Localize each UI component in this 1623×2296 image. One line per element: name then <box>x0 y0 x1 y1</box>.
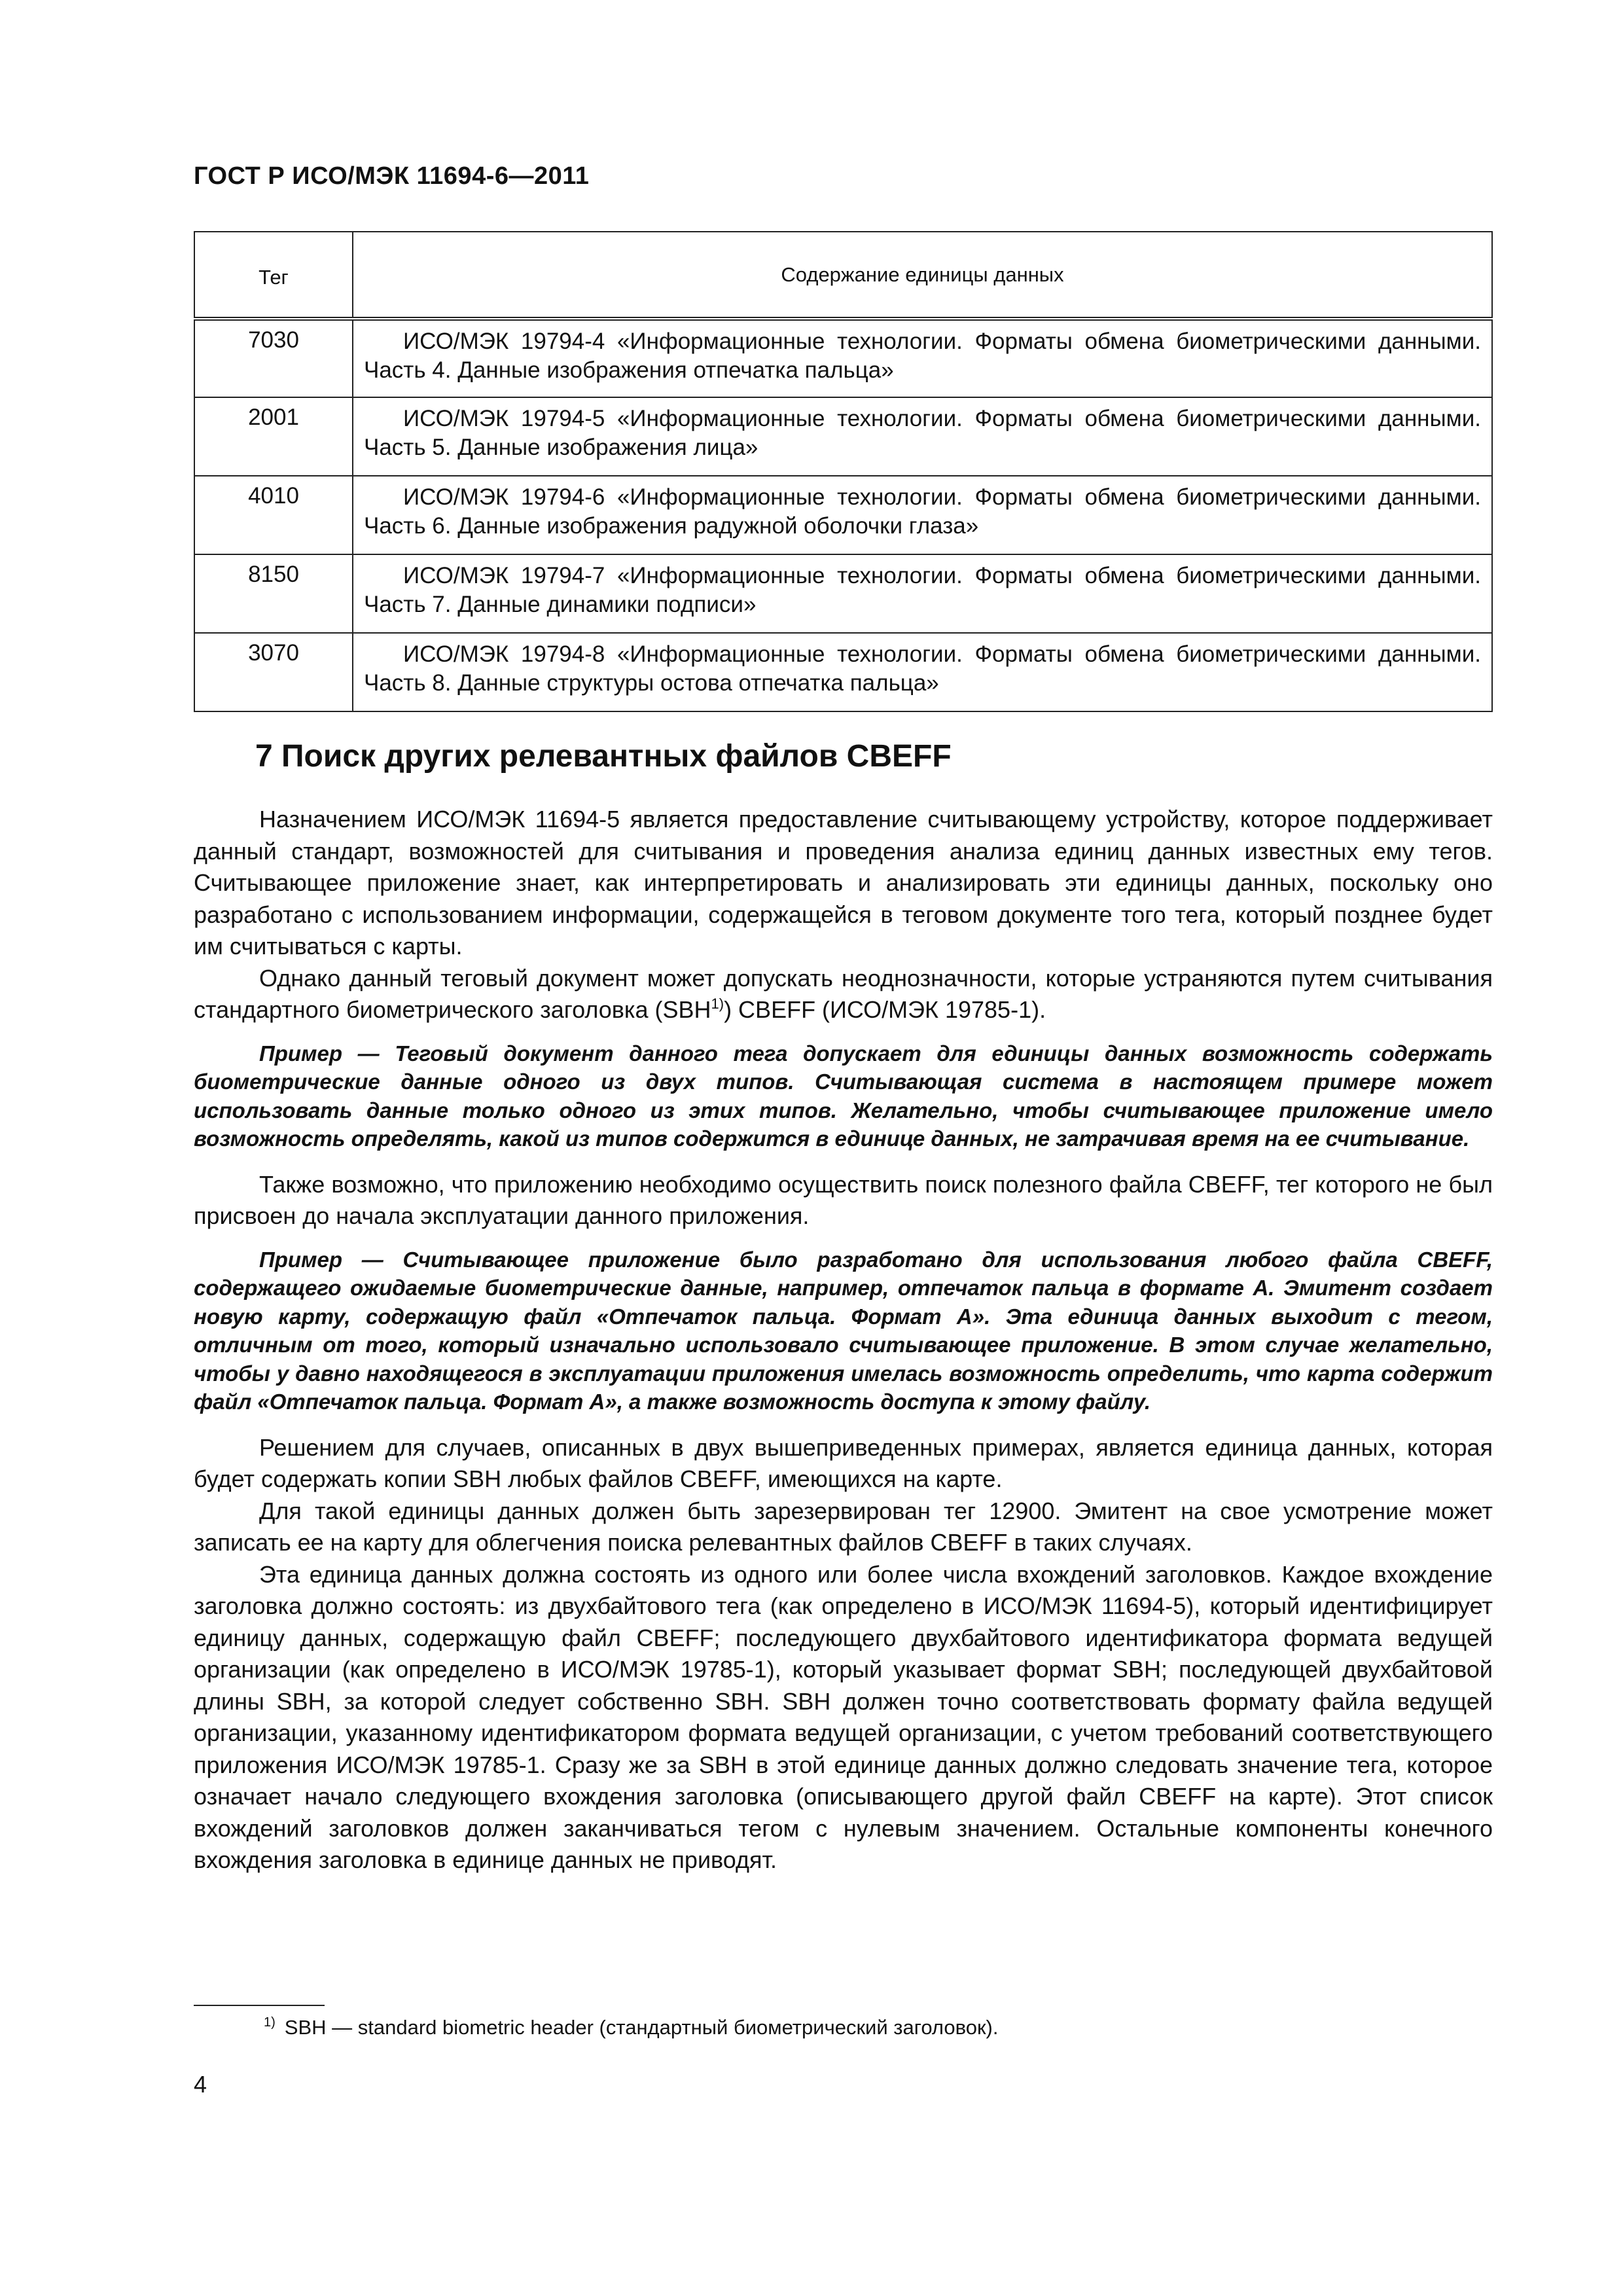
table-header-row <box>194 232 1492 319</box>
paragraph <box>194 963 1493 1026</box>
content-cell: ИСО/МЭК 19794-8 «Информационные технологии. Форматы обмена биометрическими данными. Часть 8. Данные структуры остова отпечатка пальца» <box>353 633 1492 711</box>
tag-cell: 8150 <box>194 554 353 633</box>
paragraph: Решением для случаев, описанных в двух вышеприведенных примерах, является единица данных, которая будет содержать копии SBH любых файлов CBEFF, имеющихся на карте. <box>194 1433 1493 1492</box>
paragraph: Также возможно, что приложению необходимо осуществить поиск полезного файла CBEFF, тег которого не был присвоен до начала эксплуатации данного приложения. <box>194 1170 1493 1229</box>
table-row <box>194 476 1492 554</box>
tag-table <box>194 231 1493 712</box>
example-note: Пример — Считывающее приложение было разработано для использования любого файла CBEFF, содержащего ожидаемые биометрические данные, например, отпечаток пальца в формате А. Эмитент создает новую карту, содержащую файл «Отпечаток пальца. Формат А». Эта единица данных выходит с тегом, отличным от того, который изначально использовало считывающее приложение. В этом случае желательно, чтобы у давно находящегося в эксплуатации приложения имелась возможность определить, что карта содержит файл «Отпечаток пальца. Формат А», а также возможность доступа к этому файлу. <box>194 1247 1493 1414</box>
footnote-text: SBH — standard biometric header (стандартный биометрический заголовок). <box>284 2016 999 2039</box>
column-header-content: Содержание единицы данных <box>353 232 1492 319</box>
page-number: 4 <box>194 2071 207 2098</box>
content-cell: ИСО/МЭК 19794-4 «Информационные технологии. Форматы обмена биометрическими данными. Часть 4. Данные изображения отпечатка пальца» <box>353 319 1492 397</box>
footnote <box>264 2016 998 2039</box>
tag-cell: 3070 <box>194 633 353 711</box>
footnote-divider <box>194 2005 325 2006</box>
tag-cell: 2001 <box>194 397 353 476</box>
example-note: Пример — Теговый документ данного тега допускает для единицы данных возможность содержать биометрические данные одного из двух типов. Считывающая система в настоящем примере может использовать данные только одного из этих типов. Желательно, чтобы считывающее приложение имело возможность определять, какой из типов содержится в единице данных, не затрачивая время на ее считывание. <box>194 1041 1493 1151</box>
paragraph: Эта единица данных должна состоять из одного или более числа вхождений заголовков. Каждое вхождение заголовка должно состоять: из двухбайтового тега (как определено в ИСО/МЭК 11694-5), который идентифицирует единицу данных, содержащую файл CBEFF; последующего двухбайтового идентификатора формата ведущей организации (как определено в ИСО/МЭК 19785-1), который указывает формат SBH; последующей двухбайтовой длины SBH, за которой следует собственно SBH. SBH должен точно соответствовать формату файла ведущей организации, указанному идентификатором формата ведущей организации, с учетом требований соответствующего приложения ИСО/МЭК 19785-1. Сразу же за SBH в этой единице данных должно следовать значение тега, которое означает начало следующего вхождения заголовка (описывающего другой файл CBEFF на карте). Этот список вхождений заголовков должен заканчиваться тегом с нулевым значением. Остальные компоненты конечного вхождения заголовка в единице данных не приводят. <box>194 1560 1493 1873</box>
table-row <box>194 554 1492 633</box>
section-heading: 7 Поиск других релевантных файлов CBEFF <box>255 739 952 774</box>
footnote-mark: 1) <box>264 2015 276 2030</box>
footnote-ref: 1) <box>711 996 724 1012</box>
paragraph: Назначением ИСО/МЭК 11694-5 является предоставление считывающему устройству, которое поддерживает данный стандарт, возможностей для считывания и проведения анализа единиц данных известных ему тегов. Считывающее приложение знает, как интерпретировать и анализировать эти единицы данных, поскольку оно разработано с использованием информации, содержащейся в теговом документе того тега, который позднее будет им считываться с карты. <box>194 806 1493 960</box>
paragraph-text: ) CBEFF (ИСО/МЭК 19785-1). <box>724 996 1046 1023</box>
tag-cell: 4010 <box>194 476 353 554</box>
paragraph-text: Однако данный теговый документ может допускать неоднозначности, которые устраняются путем считывания стандартного биометрического заголовка (SBH <box>194 964 1493 1023</box>
table-row <box>194 319 1492 397</box>
document-header: ГОСТ Р ИСО/МЭК 11694-6—2011 <box>194 162 590 190</box>
column-header-tag: Тег <box>194 232 353 319</box>
table-row <box>194 633 1492 711</box>
section-body <box>194 804 1493 1876</box>
tag-cell: 7030 <box>194 319 353 397</box>
content-cell: ИСО/МЭК 19794-7 «Информационные технологии. Форматы обмена биометрическими данными. Часть 7. Данные динамики подписи» <box>353 554 1492 633</box>
paragraph: Для такой единицы данных должен быть зарезервирован тег 12900. Эмитент на свое усмотрение может записать ее на карту для облегчения поиска релевантных файлов CBEFF в таких случаях. <box>194 1497 1493 1556</box>
content-cell: ИСО/МЭК 19794-5 «Информационные технологии. Форматы обмена биометрическими данными. Часть 5. Данные изображения лица» <box>353 397 1492 476</box>
content-cell: ИСО/МЭК 19794-6 «Информационные технологии. Форматы обмена биометрическими данными. Часть 6. Данные изображения радужной оболочки глаза» <box>353 476 1492 554</box>
table-row <box>194 397 1492 476</box>
